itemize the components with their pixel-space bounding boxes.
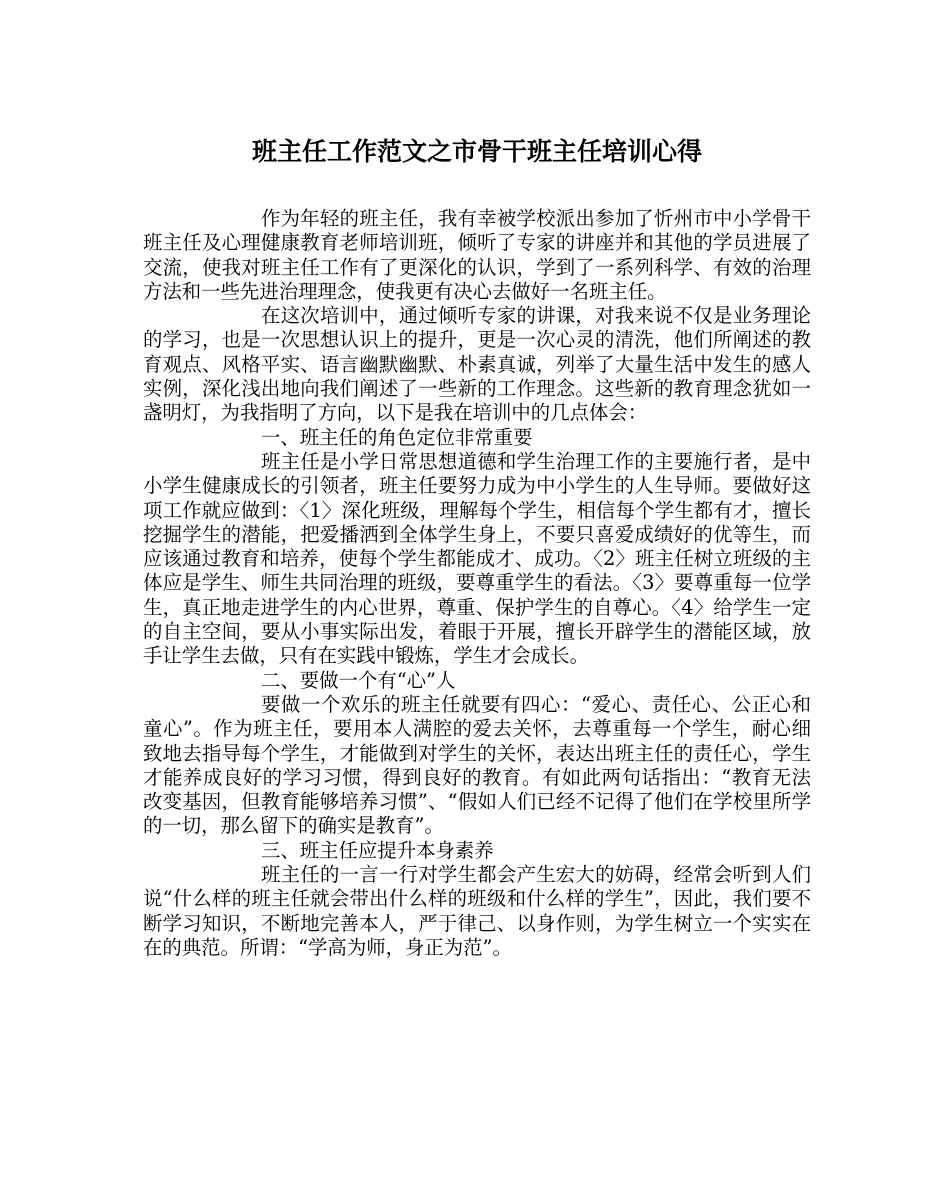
paragraph-heart: 要做一个欢乐的班主任就要有四心：“爱心、责任心、公正心和童心”。作为班主任，要用本人满腔的爱去关怀，去尊重每一个学生，耐心细致地去指导每个学生，才能做到对学生的关怀，表达出班主任的责任心，学生才能养成良好的学习习惯，得到良好的教育。有如此两句话指出：“教育无法改变基因，但教育能够培养习惯”、“假如人们已经不记得了他们在学校里所学的一切，那么留下的确实是教育”。 <box>143 692 811 838</box>
section-heading-2: 二、要做一个有“心”人 <box>261 668 456 692</box>
paragraph-quality: 班主任的一言一行对学生都会产生宏大的妨碍，经常会听到人们说“什么样的班主任就会带出什么样的班级和什么样的学生”，因此，我们要不断学习知识，不断地完善本人，严于律己、以身作则，为学生树立一个实实在在的典范。所谓：“学高为师，身正为范”。 <box>143 863 811 959</box>
paragraph-intro: 作为年轻的班主任，我有幸被学校派出参加了忻州市中小学骨干班主任及心理健康教育老师培训班，倾听了专家的讲座并和其他的学员进展了交流，使我对班主任工作有了更深化的认识，学到了一系列科学、有效的治理方法和一些先进治理理念，使我更有决心去做好一名班主任。 <box>143 207 811 303</box>
paragraph-training: 在这次培训中，通过倾听专家的讲课，对我来说不仅是业务理论的学习，也是一次思想认识上的提升，更是一次心灵的清洗，他们所阐述的教育观点、风格平实、语言幽默幽默、朴素真诚，列举了大量生活中发生的感人实例，深化浅出地向我们阐述了一些新的工作理念。这些新的教育理念犹如一盏明灯，为我指明了方向，以下是我在培训中的几点体会： <box>143 304 811 425</box>
document-body <box>143 207 811 960</box>
document-title: 班主任工作范文之市骨干班主任培训心得 <box>251 137 702 166</box>
section-heading-3: 三、班主任应提升本身素养 <box>261 838 494 862</box>
section-heading-1: 一、班主任的角色定位非常重要 <box>261 425 533 449</box>
paragraph-role: 班主任是小学日常思想道德和学生治理工作的主要施行者，是中小学生健康成长的引领者，班主任要努力成为中小学生的人生导师。要做好这项工作就应做到：〈1〉深化班级，理解每个学生，相信每个学生都有才，擅长挖掘学生的潜能，把爱播洒到全体学生身上，不要只喜爱成绩好的优等生，而应该通过教育和培养，使每个学生都能成才、成功。〈2〉班主任树立班级的主体应是学生、师生共同治理的班级，要尊重学生的看法。〈3〉要尊重每一位学生，真正地走进学生的内心世界，尊重、保护学生的自尊心。〈4〉给学生一定的自主空间，要从小事实际出发，着眼于开展，擅长开辟学生的潜能区域，放手让学生去做，只有在实践中锻炼，学生才会成长。 <box>143 449 811 668</box>
